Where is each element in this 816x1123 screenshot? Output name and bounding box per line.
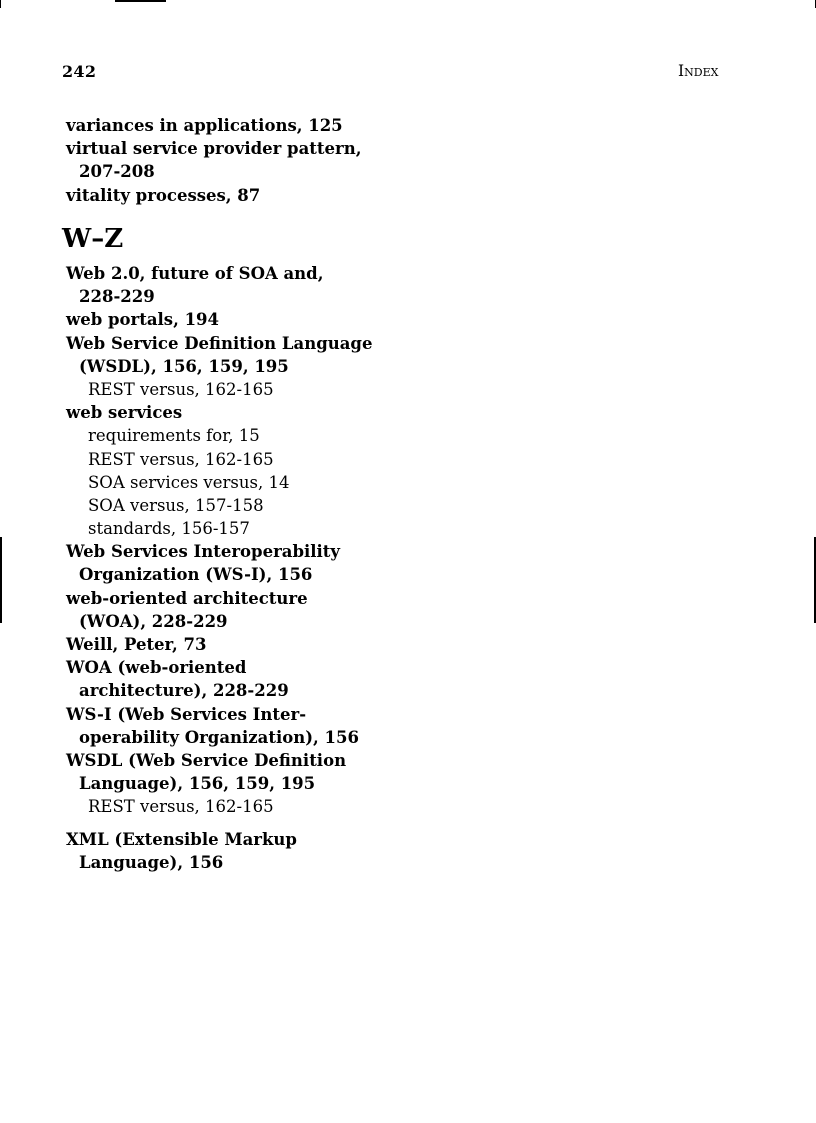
index-entry-line: XML (Extensible Markup <box>66 830 297 849</box>
index-entry-line: (WSDL), 156, 159, 195 <box>79 356 289 376</box>
running-head: Index <box>678 62 719 80</box>
index-subentry: REST versus, 162-165 <box>88 379 274 399</box>
left-margin-mark <box>0 537 2 623</box>
index-entry-line: (WOA), 228-229 <box>79 611 228 631</box>
index-entry-line: web-oriented architecture <box>66 588 308 608</box>
index-entry-line: Web Service Definition Language <box>66 333 373 353</box>
page-number: 242 <box>62 62 97 81</box>
top-crop-rule <box>115 0 166 2</box>
index-entry-line: WS-I (Web Services Inter- <box>66 704 307 724</box>
index-entry-line: Organization (WS-I), 156 <box>79 565 313 585</box>
index-entry-line: 207-208 <box>79 162 155 182</box>
index-block-v <box>66 114 361 207</box>
index-entry-line: Web Services Interoperability <box>66 542 341 562</box>
index-entry-line: Language), 156 <box>79 853 224 873</box>
index-block-x <box>66 828 297 874</box>
index-entry-line: Language), 156, 159, 195 <box>79 774 316 794</box>
index-subentry: SOA versus, 157-158 <box>88 495 264 515</box>
index-entry-line: Web 2.0, future of SOA and, <box>66 264 324 283</box>
index-entry-line: WSDL (Web Service Definition <box>66 750 347 770</box>
index-entry-line: virtual service provider pattern, <box>66 139 362 159</box>
index-subentry: SOA services versus, 14 <box>88 472 290 492</box>
corner-crop-mark-left <box>0 0 1 8</box>
index-entry-line: 228-229 <box>79 287 155 307</box>
index-subentry: requirements for, 15 <box>88 426 260 446</box>
index-subentry: REST versus, 162-165 <box>88 449 274 469</box>
index-entry-line: operability Organization), 156 <box>79 727 359 747</box>
index-entry-line: web services <box>66 403 183 423</box>
index-subentry: standards, 156-157 <box>88 519 250 539</box>
index-entry-line: variances in applications, 125 <box>66 116 343 135</box>
index-block-w <box>66 262 372 819</box>
index-entry-line: web portals, 194 <box>66 310 220 330</box>
index-entry-line: WOA (web-oriented <box>66 658 247 678</box>
section-heading: W–Z <box>62 224 124 254</box>
index-subentry: REST versus, 162-165 <box>88 797 274 817</box>
index-entry-line: vitality processes, 87 <box>66 185 261 205</box>
index-entry-line: architecture), 228-229 <box>79 681 289 701</box>
index-entry-line: Weill, Peter, 73 <box>66 635 207 654</box>
